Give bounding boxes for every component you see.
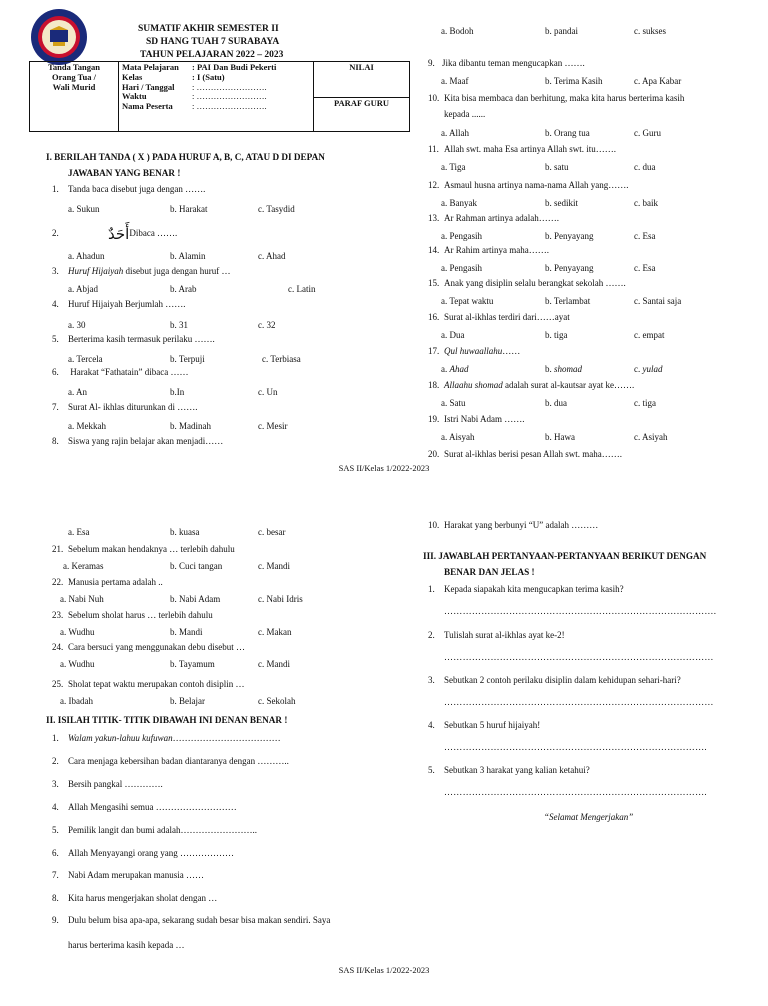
answer-option-c[interactable]: c. Un xyxy=(258,387,278,397)
answer-option-a[interactable]: a. Nabi Nuh xyxy=(60,594,104,604)
answer-option-a[interactable]: a. Sukun xyxy=(68,204,100,214)
fill-in-question-8 xyxy=(52,893,217,903)
answer-option-b[interactable]: b. tiga xyxy=(545,330,568,340)
question-text: Surat Al- ikhlas diturunkan di ……. xyxy=(68,402,198,412)
answer-option-c[interactable]: c. besar xyxy=(258,527,286,537)
question-number: 3. xyxy=(52,266,59,276)
answer-line[interactable]: …………………………………………………………………………. xyxy=(444,787,707,797)
field-label: Nama Peserta xyxy=(122,101,173,112)
question-number: 8. xyxy=(52,436,59,446)
answer-option-b[interactable]: b. Penyayang xyxy=(545,263,594,273)
question-number: 6. xyxy=(52,848,59,858)
question-text: Kepada siapakah kita mengucapkan terima kasih? xyxy=(444,584,624,594)
question-number: 7. xyxy=(52,870,59,880)
answer-option-b[interactable]: b. Harakat xyxy=(170,204,208,214)
question-5 xyxy=(52,334,215,344)
info-cell xyxy=(119,62,314,132)
field-label: Mata Pelajaran xyxy=(122,62,179,72)
question-text[interactable]: Pemilik langit dan bumi adalah…………………….. xyxy=(68,825,257,835)
question-23 xyxy=(52,610,213,620)
question-text: Sebelum makan hendaknya … terlebih dahulu xyxy=(68,544,235,554)
exam-page-1 xyxy=(0,0,768,490)
question-text: adalah surat al-kautsar ayat ke……. xyxy=(502,380,635,390)
answer-line[interactable]: …………………………………………………………………………… xyxy=(444,652,714,662)
fill-in-question-6 xyxy=(52,848,234,858)
essay-question-1 xyxy=(428,584,624,594)
answer-option-b[interactable]: b. Alamin xyxy=(170,251,206,261)
question-text[interactable]: Allah Mengasihi semua ……………………… xyxy=(68,802,237,812)
answer-option-c[interactable]: c. baik xyxy=(634,198,658,208)
answer-option-c[interactable]: c. Nabi Idris xyxy=(258,594,303,604)
question-text: Cara bersuci yang menggunakan debu disebut … xyxy=(68,642,245,652)
answer-option-c[interactable]: c. Sekolah xyxy=(258,696,296,706)
question-number: 19. xyxy=(428,414,440,424)
answer-option-c[interactable]: c. Mandi xyxy=(258,659,290,669)
question-8 xyxy=(52,436,223,446)
question-text: Allah swt. maha Esa artinya Allah swt. itu……. xyxy=(444,144,616,154)
question-text: Tanda baca disebut juga dengan ……. xyxy=(68,184,206,194)
question-12 xyxy=(428,180,628,190)
answer-option-b[interactable]: b. Terpuji xyxy=(170,354,205,364)
answer-option-b[interactable]: b. Hawa xyxy=(545,432,575,442)
question-number: 5. xyxy=(428,765,435,775)
answer-option-b[interactable]: b. kuasa xyxy=(170,527,200,537)
field-value: : I (Satu) xyxy=(192,71,225,82)
answer-option-a[interactable]: a. Wudhu xyxy=(60,627,95,637)
question-25 xyxy=(52,679,244,689)
answer-option-a[interactable]: a. Ibadah xyxy=(60,696,93,706)
question-text: Manusia pertama adalah .. xyxy=(68,577,163,587)
question-text: Berterima kasih termasuk perilaku ……. xyxy=(68,334,215,344)
section-3-title: III. JAWABLAH PERTANYAAN-PERTANYAAN BERIKUT DENGAN xyxy=(423,551,707,561)
question-number: 13. xyxy=(428,213,440,223)
option-text: shomad xyxy=(554,364,583,374)
question-number: 3. xyxy=(52,779,59,789)
grade-cell xyxy=(314,62,410,132)
question-text: Anak yang disiplin selalu berangkat sekolah ……. xyxy=(444,278,626,288)
question-24 xyxy=(52,642,245,652)
answer-option-b[interactable]: b.In xyxy=(170,387,185,397)
answer-option-c[interactable]: c. Santai saja xyxy=(634,296,682,306)
answer-option-a[interactable]: a. Pengasih xyxy=(441,231,482,241)
section-1-title: I. BERILAH TANDA ( X ) PADA HURUF A, B, C, ATAU D DI DEPAN xyxy=(46,152,325,162)
closing-note: “Selamat Mengerjakan” xyxy=(544,812,634,822)
question-number: 16. xyxy=(428,312,440,322)
answer-option-c[interactable]: c. tiga xyxy=(634,398,656,408)
signature-label-1: Tanda Tangan xyxy=(48,62,100,72)
essay-question-4 xyxy=(428,720,540,730)
answer-option-c[interactable]: c. Tasydid xyxy=(258,204,295,214)
name-field[interactable]: : ……………………. xyxy=(192,101,267,112)
question-number: 9. xyxy=(52,915,59,925)
signature-label-3: Wali Murid xyxy=(52,81,96,92)
answer-option-c[interactable]: c. Mesir xyxy=(258,421,288,431)
fill-in-question-9 xyxy=(52,915,330,925)
answer-option-a[interactable]: a. Abjad xyxy=(68,284,98,294)
answer-option-b[interactable]: b. satu xyxy=(545,162,569,172)
option-letter: a. xyxy=(441,364,450,374)
question-text: Sholat tepat waktu merupakan contoh disiplin … xyxy=(68,679,245,689)
answer-option-c[interactable]: c. Ahad xyxy=(258,251,286,261)
question-number: 20. xyxy=(428,449,440,459)
question-text: Tulislah surat al-ikhlas ayat ke-2! xyxy=(444,630,565,640)
answer-option-a[interactable]: a. Ahadun xyxy=(68,251,105,261)
fill-in-question-10 xyxy=(428,520,598,530)
essay-question-5 xyxy=(428,765,590,775)
answer-option-b[interactable]: b. Terlambat xyxy=(545,296,591,306)
question-number: 24. xyxy=(52,642,64,652)
answer-option-a[interactable]: a. Banyak xyxy=(441,198,477,208)
question-20 xyxy=(428,449,622,459)
question-text-continued[interactable]: harus berterima kasih kepada … xyxy=(68,940,185,950)
section-2-title: II. ISILAH TITIK- TITIK DIBAWAH INI DENAN BENAR ! xyxy=(46,715,288,725)
page-footer-1: SAS II/Kelas 1/2022-2023 xyxy=(338,463,430,473)
question-6 xyxy=(52,367,188,377)
field-label: Kelas xyxy=(122,71,143,82)
answer-option-c[interactable]: c. Latin xyxy=(288,284,316,294)
question-text-continued: kepada ...... xyxy=(444,109,486,119)
question-number: 7. xyxy=(52,402,59,412)
question-text: Kita bisa membaca dan berhitung, maka kita harus berterima kasih xyxy=(444,93,685,103)
question-text-italic: Walam yakun-lahuu kufuwan xyxy=(68,733,173,743)
question-text: Sebutkan 5 huruf hijaiyah! xyxy=(444,720,541,730)
question-text: Sebelum sholat harus … terlebih dahulu xyxy=(68,610,213,620)
question-10 xyxy=(428,93,684,103)
question-number: 1. xyxy=(52,733,59,743)
question-text: Harakat “Fathatain” dibaca …… xyxy=(68,367,189,377)
question-text: Istri Nabi Adam ……. xyxy=(444,414,525,424)
essay-question-2 xyxy=(428,630,565,640)
question-text[interactable]: ……………………………… xyxy=(172,733,281,743)
question-number: 2. xyxy=(52,756,59,766)
question-number: 6. xyxy=(52,367,59,377)
question-number: 8. xyxy=(52,893,59,903)
answer-option-b[interactable]: b. Cuci tangan xyxy=(170,561,223,571)
answer-option-b[interactable]: b. dua xyxy=(545,398,567,408)
question-7 xyxy=(52,402,198,412)
question-2 xyxy=(52,226,177,243)
question-number: 4. xyxy=(428,720,435,730)
question-number: 4. xyxy=(52,299,59,309)
answer-option-a[interactable]: a. Satu xyxy=(441,398,466,408)
question-text: Ar Rahim artinya maha……. xyxy=(444,245,549,255)
question-text-italic: Qul huwaallahu xyxy=(444,346,503,356)
answer-option-a[interactable]: a. Tercela xyxy=(68,354,103,364)
answer-option-c[interactable]: c. Esa xyxy=(634,231,656,241)
answer-option-a[interactable]: a. Keramas xyxy=(63,561,104,571)
answer-option-a[interactable]: a. Wudhu xyxy=(60,659,95,669)
question-text[interactable]: Allah Menyayangi orang yang ……………… xyxy=(68,848,234,858)
answer-option-b[interactable]: b. pandai xyxy=(545,26,578,36)
question-number: 12. xyxy=(428,180,440,190)
answer-option-c[interactable]: c. Mandi xyxy=(258,561,290,571)
question-19 xyxy=(428,414,525,424)
question-number: 17. xyxy=(428,346,440,356)
answer-option-b[interactable] xyxy=(545,364,582,374)
question-text: Jika dibantu teman mengucapkan ……. xyxy=(442,58,585,68)
question-number: 23. xyxy=(52,610,64,620)
option-letter: b. xyxy=(545,364,554,374)
question-17 xyxy=(428,346,520,356)
question-number: 25. xyxy=(52,679,64,689)
question-number: 22. xyxy=(52,577,64,587)
question-14 xyxy=(428,245,549,255)
page-footer-2: SAS II/Kelas 1/2022-2023 xyxy=(338,965,430,975)
question-text: disebut juga dengan huruf … xyxy=(123,266,231,276)
answer-option-b[interactable]: b. Belajar xyxy=(170,696,205,706)
question-number: 15. xyxy=(428,278,440,288)
answer-option-c[interactable] xyxy=(634,364,663,374)
question-text[interactable]: Kita harus mengerjakan sholat dengan … xyxy=(68,893,218,903)
answer-line[interactable]: ……………………………………………………………………………. xyxy=(444,606,717,616)
field-label: Waktu xyxy=(122,91,147,102)
question-18 xyxy=(428,380,634,390)
question-text: Siswa yang rajin belajar akan menjadi…… xyxy=(68,436,224,446)
field-label: Hari / Tanggal xyxy=(122,81,175,92)
question-number: 1. xyxy=(428,584,435,594)
answer-option-b[interactable]: b. Mandi xyxy=(170,627,203,637)
question-text: Huruf Hijaiyah Berjumlah ……. xyxy=(68,299,186,309)
answer-option-c[interactable]: c. Makan xyxy=(258,627,292,637)
question-text: Asmaul husna artinya nama-nama Allah yang……. xyxy=(444,180,629,190)
question-text: …… xyxy=(502,346,521,356)
answer-option-a[interactable]: a. Aisyah xyxy=(441,432,475,442)
answer-option-b[interactable]: b. Orang tua xyxy=(545,128,590,138)
answer-option-c[interactable]: c. Terbiasa xyxy=(262,354,301,364)
question-number: 2. xyxy=(52,228,59,238)
header-table xyxy=(29,61,410,132)
question-13 xyxy=(428,213,559,223)
question-text[interactable]: Dulu belum bisa apa-apa, sekarang sudah besar bisa makan sendiri. Saya xyxy=(68,915,331,925)
answer-line[interactable]: …………………………………………………………………………. xyxy=(444,742,707,752)
answer-option-b[interactable]: b. sedikit xyxy=(545,198,578,208)
question-number: 5. xyxy=(52,334,59,344)
question-number: 5. xyxy=(52,825,59,835)
question-21 xyxy=(52,544,235,554)
answer-option-b[interactable]: b. Nabi Adam xyxy=(170,594,221,604)
answer-option-c[interactable]: c. Guru xyxy=(634,128,661,138)
answer-option-a[interactable]: a. Tiga xyxy=(441,162,466,172)
question-number: 10. xyxy=(428,93,440,103)
question-number: 9. xyxy=(428,58,435,68)
question-number: 2. xyxy=(428,630,435,640)
question-text[interactable]: Harakat yang berbunyi “U” adalah ……… xyxy=(444,520,599,530)
fill-in-question-4 xyxy=(52,802,237,812)
answer-option-a[interactable]: a. Esa xyxy=(68,527,90,537)
question-number: 4. xyxy=(52,802,59,812)
answer-option-b[interactable]: b. Madinah xyxy=(170,421,211,431)
fill-in-question-5 xyxy=(52,825,257,835)
question-1 xyxy=(52,184,205,194)
answer-option-a[interactable]: a. Allah xyxy=(441,128,469,138)
answer-option-a[interactable]: a. Dua xyxy=(441,330,465,340)
question-text[interactable]: Cara menjaga kebersihan badan diantaranya dengan ……….. xyxy=(68,756,289,766)
essay-question-3 xyxy=(428,675,681,685)
answer-option-c[interactable]: c. dua xyxy=(634,162,656,172)
answer-option-b[interactable]: b. Arab xyxy=(170,284,197,294)
answer-option-a[interactable]: a. Pengasih xyxy=(441,263,482,273)
question-text: Sebutkan 2 contoh perilaku disiplin dalam kehidupan sehari-hari? xyxy=(444,675,681,685)
arabic-word: أَحَدٌ xyxy=(108,225,130,243)
question-number: 21. xyxy=(52,544,64,554)
fill-in-question-1 xyxy=(52,733,281,743)
question-text: Surat al-ikhlas terdiri dari……ayat xyxy=(444,312,570,322)
option-text: Ahad xyxy=(449,364,469,374)
question-4 xyxy=(52,299,185,309)
academic-year: TAHUN PELAJARAN 2022 – 2023 xyxy=(140,50,284,60)
date-field[interactable]: : ……………………. xyxy=(192,81,267,92)
answer-option-c[interactable]: c. Apa Kabar xyxy=(634,76,682,86)
question-number: 3. xyxy=(428,675,435,685)
answer-option-b[interactable]: b. Tayamum xyxy=(170,659,215,669)
fill-in-question-7 xyxy=(52,870,204,880)
question-text: Ar Rahman artinya adalah……. xyxy=(444,213,559,223)
question-text: Dibaca ……. xyxy=(129,228,178,238)
question-3 xyxy=(52,266,230,276)
time-field[interactable]: : ……………………. xyxy=(192,91,267,102)
signature-cell[interactable] xyxy=(30,62,119,132)
answer-option-b[interactable]: b. Penyayang xyxy=(545,231,594,241)
answer-line[interactable]: …………………………………………………………………………… xyxy=(444,697,714,707)
answer-option-a[interactable]: a. 30 xyxy=(68,320,86,330)
teacher-initial-label[interactable]: PARAF GURU xyxy=(333,98,389,108)
answer-option-c[interactable]: c. sukses xyxy=(634,26,666,36)
answer-option-c[interactable]: c. Asiyah xyxy=(634,432,668,442)
question-number: 18. xyxy=(428,380,440,390)
question-16 xyxy=(428,312,570,322)
fill-in-question-3 xyxy=(52,779,163,789)
question-text[interactable]: Bersih pangkal …………. xyxy=(68,779,163,789)
exam-page-2 xyxy=(0,490,768,1006)
section-1-title-line2: JAWABAN YANG BENAR ! xyxy=(68,168,181,178)
answer-option-c[interactable]: c. Esa xyxy=(634,263,656,273)
answer-option-a[interactable]: a. Tepat waktu xyxy=(441,296,494,306)
option-text: yulad xyxy=(642,364,663,374)
grade-label[interactable]: NILAI xyxy=(314,62,409,98)
question-11 xyxy=(428,144,616,154)
question-text[interactable]: Nabi Adam merupakan manusia …… xyxy=(68,870,204,880)
signature-label-2: Orang Tua / xyxy=(52,71,96,82)
question-text: Sebutkan 3 harakat yang kalian ketahui? xyxy=(444,765,590,775)
answer-option-a[interactable]: a. Mekkah xyxy=(68,421,106,431)
question-text-italic: Huruf Hijaiyah xyxy=(68,266,124,276)
section-3-title-line2: BENAR DAN JELAS ! xyxy=(444,567,535,577)
option-letter: c. xyxy=(634,364,643,374)
answer-option-c[interactable]: c. empat xyxy=(634,330,665,340)
field-value: : PAI Dan Budi Pekerti xyxy=(192,62,277,72)
school-emblem-icon xyxy=(30,8,88,66)
answer-option-b[interactable]: b. Terima Kasih xyxy=(545,76,603,86)
question-9 xyxy=(428,58,585,68)
school-name: SD HANG TUAH 7 SURABAYA xyxy=(146,37,280,47)
answer-option-a[interactable]: a. Bodoh xyxy=(441,26,474,36)
exam-title: SUMATIF AKHIR SEMESTER II xyxy=(138,24,279,34)
question-number: 10. xyxy=(428,520,440,530)
question-text-italic: Allaahu shomad xyxy=(444,380,503,390)
answer-option-a[interactable] xyxy=(441,364,469,374)
question-number: 1. xyxy=(52,184,59,194)
question-22 xyxy=(52,577,163,587)
question-number: 14. xyxy=(428,245,440,255)
answer-option-b[interactable]: b. 31 xyxy=(170,320,188,330)
question-number: 11. xyxy=(428,144,439,154)
fill-in-question-2 xyxy=(52,756,289,766)
question-15 xyxy=(428,278,626,288)
answer-option-a[interactable]: a. Maaf xyxy=(441,76,469,86)
answer-option-a[interactable]: a. An xyxy=(68,387,87,397)
answer-option-c[interactable]: c. 32 xyxy=(258,320,276,330)
question-text: Surat al-ikhlas berisi pesan Allah swt. maha……. xyxy=(444,449,622,459)
